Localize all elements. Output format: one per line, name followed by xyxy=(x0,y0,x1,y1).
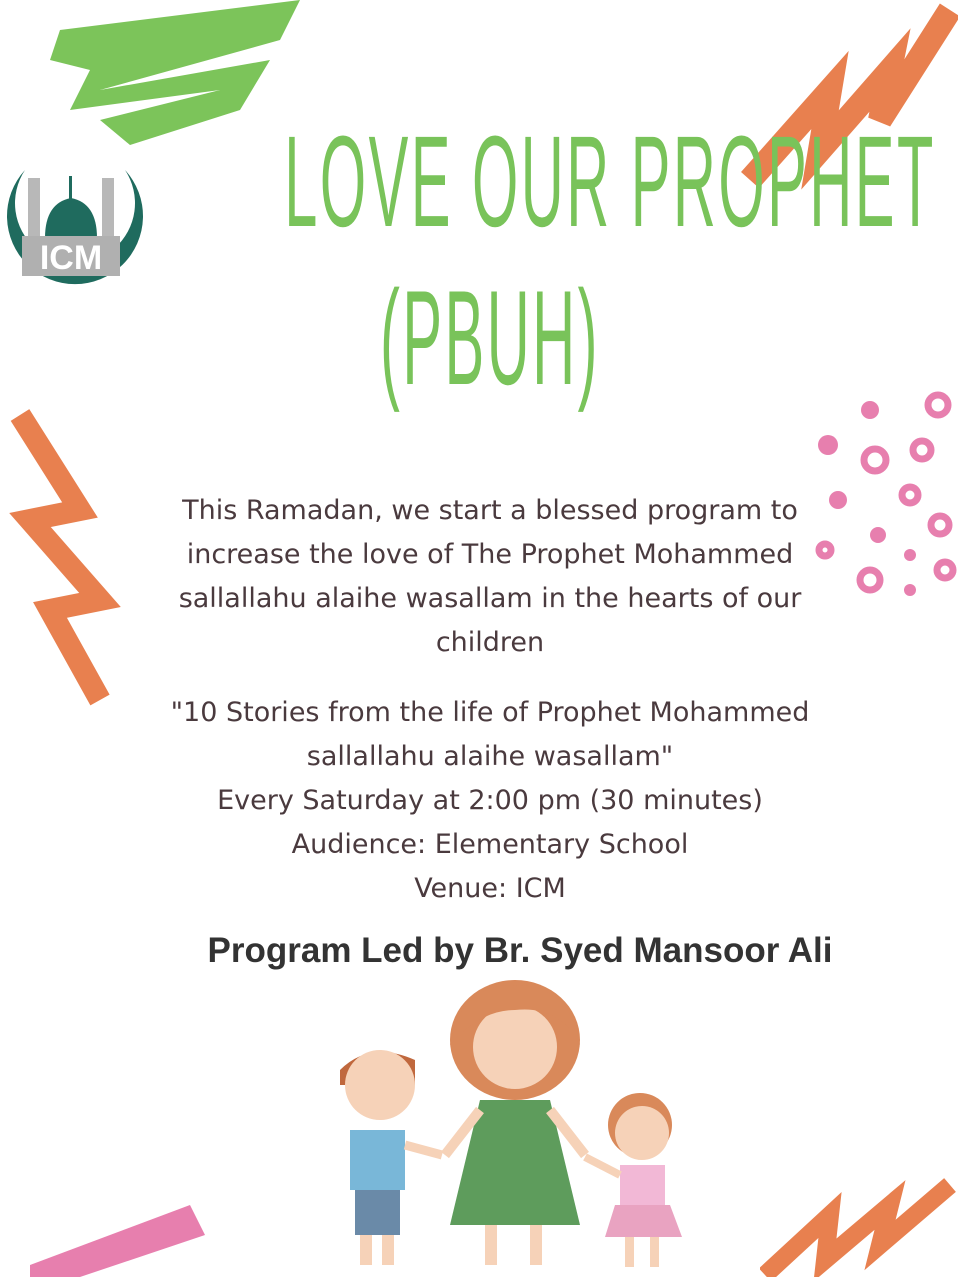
description-line: This Ramadan, we start a blessed program to xyxy=(182,495,798,526)
details-line: sallallahu alaihe wasallam" xyxy=(306,741,674,772)
pink-brush-stroke xyxy=(20,1195,210,1277)
family-illustration xyxy=(330,975,700,1277)
description-line: sallallahu alaihe wasallam in the hearts of our xyxy=(178,583,802,614)
description xyxy=(110,489,870,665)
description-line: increase the love of The Prophet Mohammed xyxy=(186,539,794,570)
icm-logo xyxy=(0,158,145,303)
logo-text: ICM xyxy=(39,239,103,277)
program-details xyxy=(110,691,870,911)
orange-zigzag-bottom xyxy=(760,1175,958,1277)
program-leader: Program Led by Br. Syed Mansoor Ali xyxy=(207,931,833,970)
schedule: Every Saturday at 2:00 pm (30 minutes) xyxy=(217,785,763,816)
venue: Venue: ICM xyxy=(414,873,566,904)
green-brush-stroke xyxy=(40,0,320,150)
title-line-1: LOVE OUR PROPHET xyxy=(284,109,936,255)
title-line-2: (PBUH) xyxy=(380,263,600,414)
audience: Audience: Elementary School xyxy=(291,829,689,860)
description-line: children xyxy=(435,627,545,658)
details-line: "10 Stories from the life of Prophet Mohammed xyxy=(170,697,810,728)
